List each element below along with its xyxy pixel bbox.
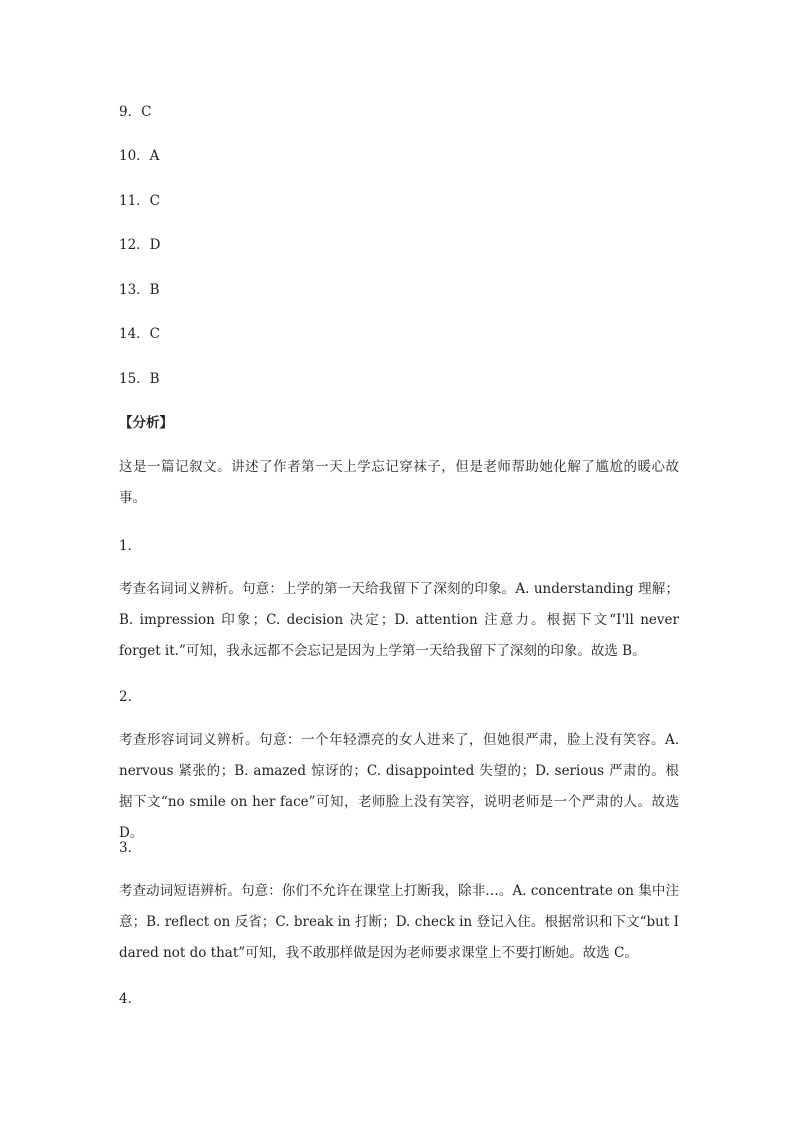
item-number: 1． [119, 538, 142, 554]
item-number: 3． [119, 840, 142, 856]
answer-line: 9．C [119, 104, 152, 120]
analysis-heading: 【分析】 [119, 415, 173, 431]
answer-line: 13．B [119, 282, 160, 298]
item-explanation: 考查形容词词义辨析。句意：一个年轻漂亮的女人进来了，但她很严肃，脸上没有笑容。A. nervous 紧张的；B. amazed 惊讶的；C. disappointed 失望的；D. serious 严肃的。根据下文“no smile on her face”可知，老师脸上没有笑容，说明老师是一个严肃的人。故选 D。 [119, 732, 679, 841]
answer-line: 11．C [119, 193, 161, 209]
answer-line: 14．C [119, 326, 161, 342]
item-number: 4． [119, 991, 142, 1007]
item-number: 2． [119, 689, 142, 705]
answer-line: 12．D [119, 237, 161, 253]
analysis-summary: 这是一篇记叙文。讲述了作者第一天上学忘记穿袜子，但是老师帮助她化解了尴尬的暖心故事。 [119, 459, 679, 506]
answer-line: 15．B [119, 371, 160, 387]
answer-line: 10．A [119, 148, 160, 164]
item-explanation: 考查名词词义辨析。句意：上学的第一天给我留下了深刻的印象。A. understanding 理解；B. impression 印象；C. decision 决定；D. attention 注意力。根据下文“I'll never forget it.”可知，我永远都不会忘记是因为上学第一天给我留下了深刻的印象。故选 B。 [119, 581, 679, 659]
item-explanation: 考查动词短语辨析。句意：你们不允许在课堂上打断我，除非…。A. concentrate on 集中注意；B. reflect on 反省；C. break in 打断；D. check in 登记入住。根据常识和下文“but I dared not do that”可知，我不敢那样做是因为老师要求课堂上不要打断她。故选 C。 [119, 883, 679, 961]
